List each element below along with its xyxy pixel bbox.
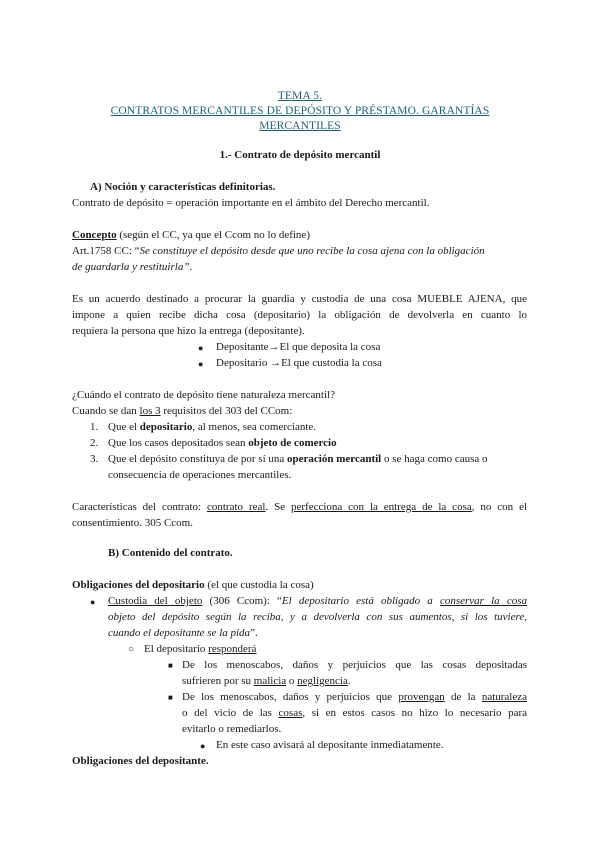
custodia-line-2: objeto del depósito según la reciba, y a devolverla con sus aumentos, si los tuviere, bbox=[108, 611, 527, 623]
sq2-pre: De los menoscabos, daños y perjuicios que bbox=[182, 691, 399, 703]
section-1-heading: 1.- Contrato de depósito mercantil bbox=[219, 149, 381, 161]
req-3-number: 3. bbox=[90, 453, 99, 465]
article-quote-1: Se constituye el depósito desde que uno recibe la cosa ajena con la obligación bbox=[139, 245, 485, 257]
req-3-bold: operación mercantil bbox=[287, 453, 382, 465]
sq1-malicia: malicia bbox=[253, 675, 287, 687]
para1-line-3: requiera la persona que hizo la entrega (depositante). bbox=[72, 325, 305, 337]
square-item-2-line-3: evitarlo o remediarlos. bbox=[182, 723, 282, 735]
square-item-2-line-1 bbox=[182, 689, 527, 705]
bullet-icon: ● bbox=[200, 741, 206, 751]
req-count: los 3 bbox=[139, 405, 161, 417]
bullet-icon: ● bbox=[198, 343, 204, 353]
title-line-1: CONTRATOS MERCANTILES DE DEPÓSITO Y PRÉSTAMO. GARANTÍAS bbox=[110, 105, 490, 117]
square-item-1-line-1: De los menoscabos, daños y perjuicios que las cosas depositadas bbox=[182, 659, 527, 671]
article-line-2 bbox=[72, 259, 192, 275]
article-line-1 bbox=[72, 243, 485, 259]
question-line: ¿Cuándo el contrato de depósito tiene naturaleza mercantil? bbox=[72, 389, 335, 401]
section-a-heading: A) Noción y características definitorias. bbox=[90, 181, 276, 193]
req-1-bold: depositario bbox=[139, 421, 193, 433]
obligations-depositante-heading: Obligaciones del depositante. bbox=[72, 755, 209, 767]
custodia-line-3 bbox=[108, 625, 258, 641]
square-item-2-line-2 bbox=[182, 705, 527, 721]
sq2-cosas: cosas bbox=[278, 707, 303, 719]
sq1-mid: o bbox=[286, 675, 298, 687]
sq2-naturaleza: naturaleza bbox=[481, 691, 527, 703]
responde-underlined: responderá bbox=[208, 643, 257, 655]
sq2-l2-post: , si en estos casos no hizo lo necesario para bbox=[302, 707, 527, 719]
carac-real: contrato real bbox=[206, 501, 266, 513]
article-prefix: Art.1758 CC: “ bbox=[72, 245, 140, 257]
characteristics-line-1 bbox=[72, 499, 527, 515]
oblig-dep-label: Obligaciones del depositario bbox=[72, 579, 205, 591]
req-1 bbox=[108, 419, 316, 435]
topic-number: TEMA 5. bbox=[277, 90, 323, 102]
custodia-quote-1: El depositario está obligado a bbox=[281, 595, 440, 607]
sq1-end: . bbox=[347, 675, 351, 687]
custodia-label: Custodia del objeto bbox=[108, 595, 203, 607]
responde-pre: El depositario bbox=[144, 643, 209, 655]
para1-line-2: impone a quien recibe dicha cosa (depositario) la obligación de devolverla en cuanto lo bbox=[72, 309, 527, 321]
req-1-pre: Que el bbox=[108, 421, 140, 433]
custodia-quote-underlined: conservar la cosa bbox=[439, 595, 527, 607]
bullet-icon: ● bbox=[90, 597, 96, 607]
req-post: requisitos del 303 del CCom: bbox=[160, 405, 293, 417]
bullet-depositante: Depositante→El que deposita la cosa bbox=[216, 341, 381, 353]
req-3 bbox=[108, 451, 488, 467]
square-bullet-icon: ■ bbox=[168, 693, 173, 702]
responde-line bbox=[144, 641, 256, 657]
sq1-negligencia: negligencia bbox=[297, 675, 348, 687]
sq2-l2-pre: o del vicio de las bbox=[182, 707, 279, 719]
characteristics-line-2: consentimiento. 305 Ccom. bbox=[72, 517, 193, 529]
req-pre: Cuando se dan bbox=[72, 405, 140, 417]
req-2 bbox=[108, 435, 337, 451]
req-2-number: 2. bbox=[90, 437, 99, 449]
sub-bullet-aviso: En este caso avisará al depositante inmediatamente. bbox=[216, 739, 444, 751]
definition-line: Contrato de depósito = operación importante en el ámbito del Derecho mercantil. bbox=[72, 197, 430, 209]
bullet-icon: ● bbox=[198, 359, 204, 369]
custodia-mid: (306 Ccom): “ bbox=[202, 595, 282, 607]
bullet-depositario: Depositario →El que custodia la cosa bbox=[216, 357, 382, 369]
sq2-mid: de la bbox=[444, 691, 482, 703]
sq1-pre: sufrieren por su bbox=[182, 675, 254, 687]
carac-perfecciona: perfecciona con la entrega de la cosa bbox=[290, 501, 472, 513]
req-3-post: o se haga como causa o bbox=[381, 453, 488, 465]
custodia-line-1 bbox=[108, 593, 527, 609]
para1-line-1: Es un acuerdo destinado a procurar la guardia y custodia de una cosa MUEBLE AJENA, que bbox=[72, 293, 527, 305]
carac-post: , no con el bbox=[471, 501, 528, 513]
circle-bullet-icon: ○ bbox=[128, 644, 135, 655]
carac-pre: Características del contrato: bbox=[72, 501, 207, 513]
req-3-line-2: consecuencia de operaciones mercantiles. bbox=[108, 469, 292, 481]
concepto-line bbox=[72, 227, 310, 243]
article-quote-2: de guardarla y restituirla” bbox=[72, 261, 190, 273]
square-item-1-line-2 bbox=[182, 673, 351, 689]
obligations-depositario bbox=[72, 577, 314, 593]
carac-mid: . Se bbox=[265, 501, 291, 513]
req-2-bold: objeto de comercio bbox=[248, 437, 337, 449]
concepto-rest: (según el CC, ya que el Ccom no lo define) bbox=[116, 229, 310, 241]
square-bullet-icon: ■ bbox=[168, 661, 173, 670]
oblig-dep-rest: (el que custodia la cosa) bbox=[204, 579, 314, 591]
requirements-intro bbox=[72, 403, 292, 419]
title-line-2: MERCANTILES bbox=[259, 120, 341, 132]
custodia-quote-3: cuando el depositante se la pida bbox=[108, 627, 251, 639]
req-2-pre: Que los casos depositados sean bbox=[108, 437, 249, 449]
article-suffix: . bbox=[189, 261, 193, 273]
req-3-pre: Que el depósito constituya de por sí una bbox=[108, 453, 288, 465]
req-1-number: 1. bbox=[90, 421, 99, 433]
sq2-provengan: provengan bbox=[398, 691, 445, 703]
section-b-heading: B) Contenido del contrato. bbox=[108, 547, 233, 559]
custodia-end: ”. bbox=[250, 627, 258, 639]
req-1-post: , al menos, sea comerciante. bbox=[192, 421, 317, 433]
concepto-label: Concepto bbox=[72, 229, 117, 241]
